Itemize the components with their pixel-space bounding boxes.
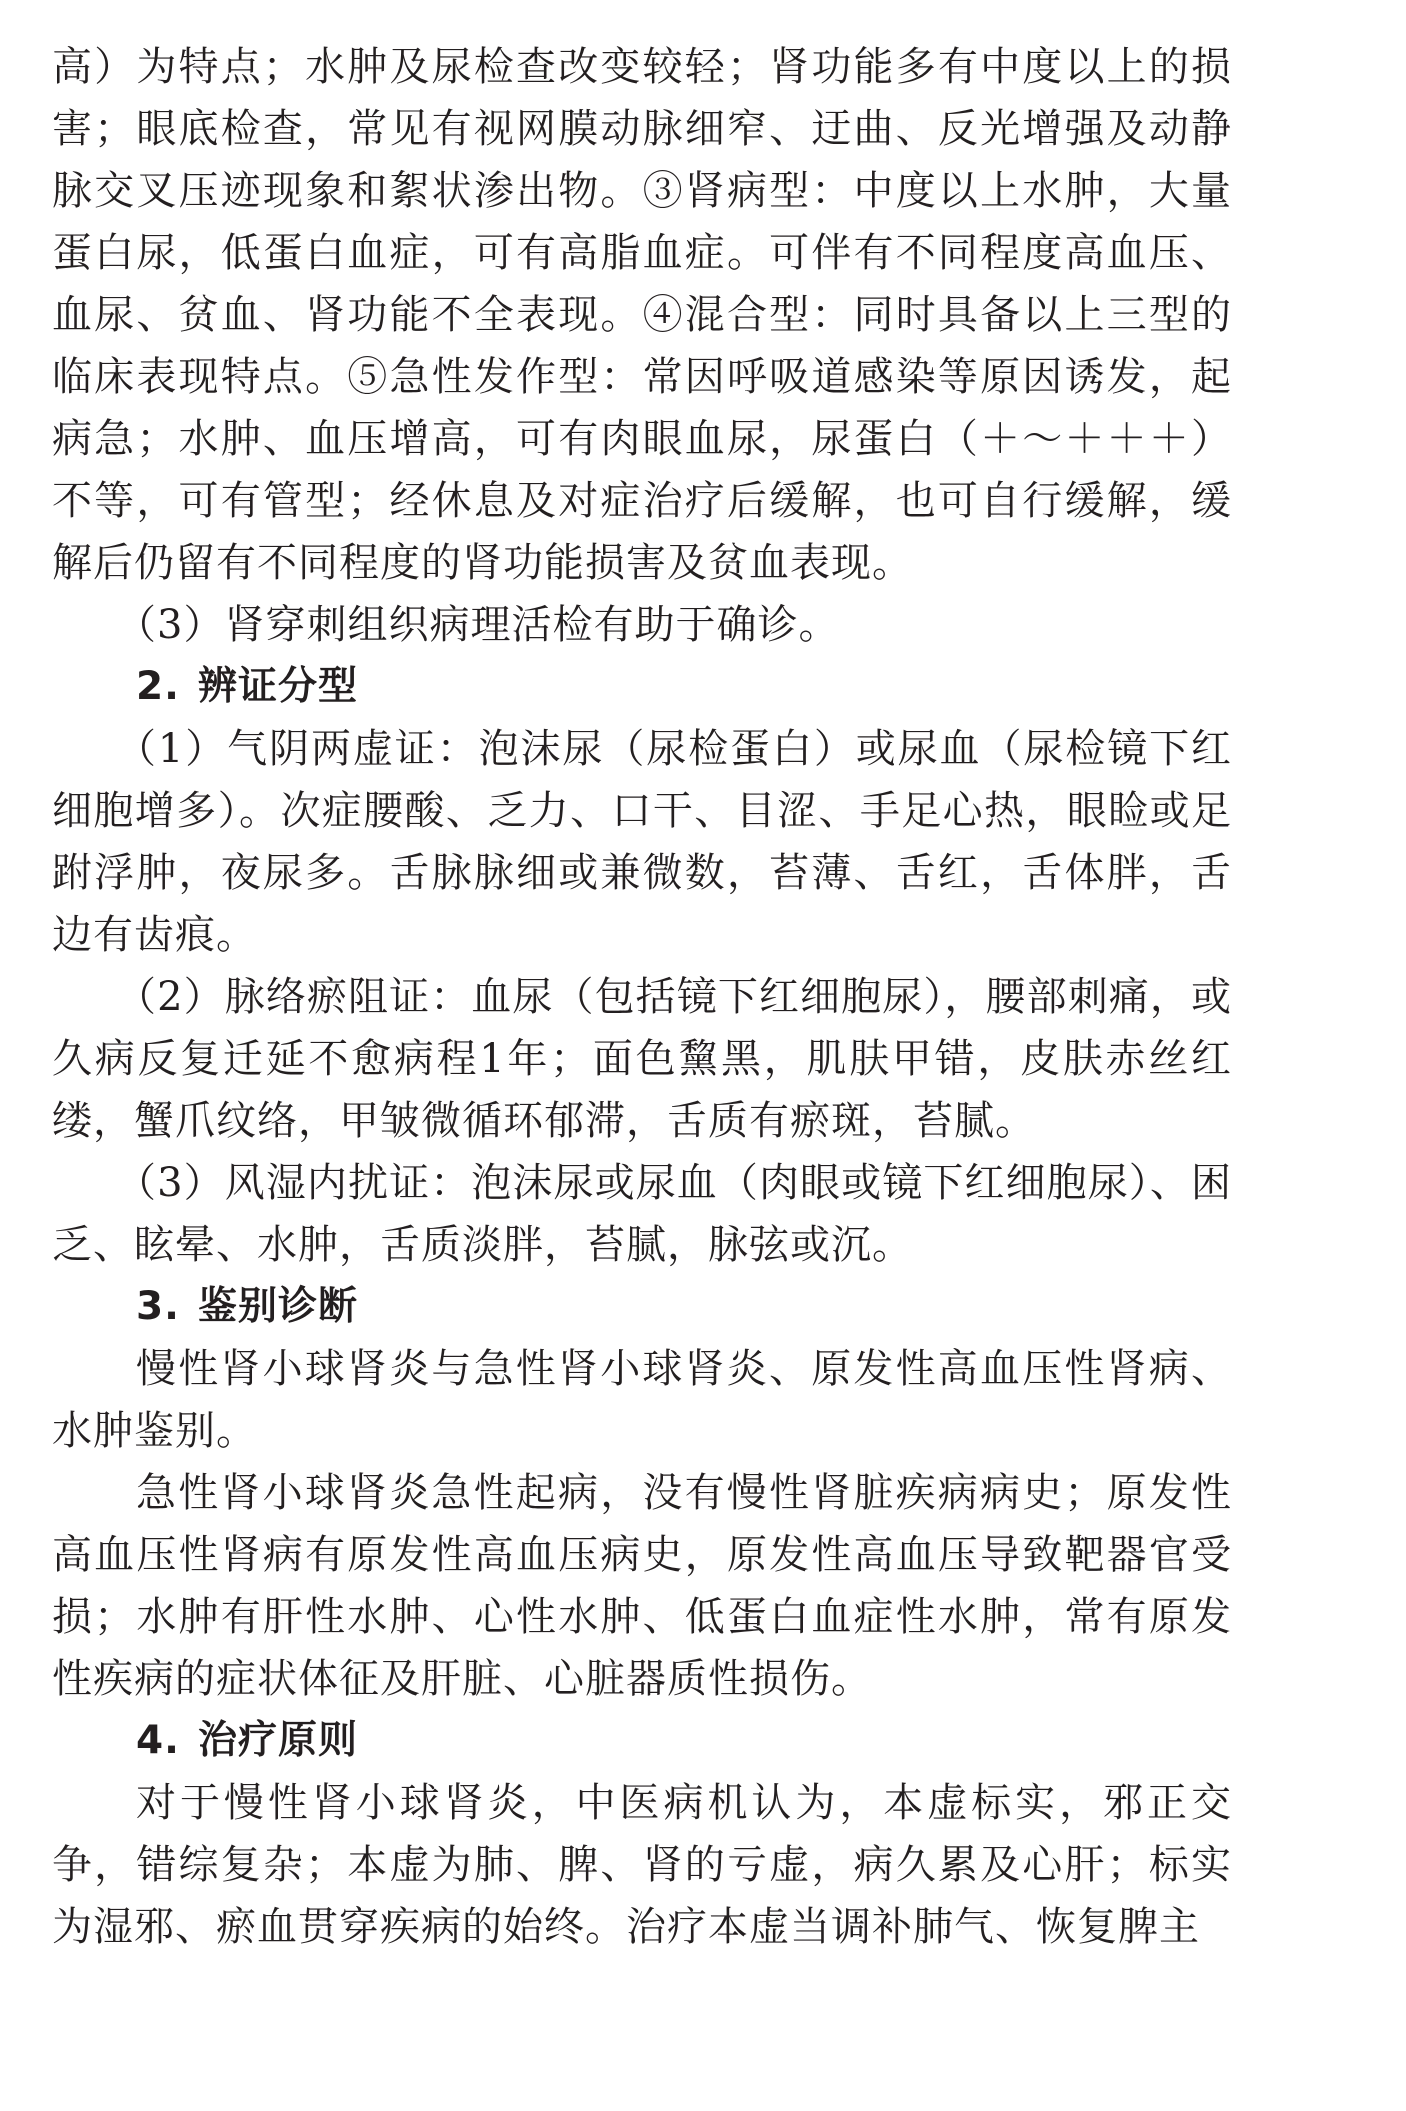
section-title: 治疗原则 [197, 1718, 358, 1763]
paragraph-differential-detail: 急性肾小球肾炎急性起病，没有慢性肾脏疾病病史；原发性高血压性肾病有原发性高血压病史，原发性高血压导致靶器官受损；水肿有肝性水肿、心性水肿、低蛋白血症性水肿，常有原发性疾病的症状体征及肝脏、心脏器质性损伤。 [52, 1470, 1232, 1702]
paragraph-qi-yin-deficiency: （1）气阴两虚证：泡沫尿（尿检蛋白）或尿血（尿检镜下红细胞增多）。次症腰酸、乏力、口干、目涩、手足心热，眼睑或足跗浮肿，夜尿多。舌脉脉细或兼微数，苔薄、舌红，舌体胖，舌边有齿痕。 [52, 726, 1232, 958]
section-heading-treatment-principles [52, 1710, 1232, 1772]
section-number: 3. [136, 1284, 180, 1329]
paragraph-collateral-stasis: （2）脉络瘀阻证：血尿（包括镜下红细胞尿），腰部刺痛，或久病反复迁延不愈病程1年；面色黧黑，肌肤甲错，皮肤赤丝红缕，蟹爪纹络，甲皱微循环郁滞，舌质有瘀斑，苔腻。 [52, 974, 1232, 1144]
paragraph-wind-dampness: （3）风湿内扰证：泡沫尿或尿血（肉眼或镜下红细胞尿）、困乏、眩晕、水肿，舌质淡胖，苔腻，脉弦或沉。 [52, 1160, 1232, 1268]
section-heading-differential-diagnosis [52, 1276, 1232, 1338]
document-page [52, 36, 1232, 1958]
section-title: 辨证分型 [197, 664, 358, 709]
paragraph-treatment: 对于慢性肾小球肾炎，中医病机认为，本虚标实，邪正交争，错综复杂；本虚为肺、脾、肾的亏虚，病久累及心肝；标实为湿邪、瘀血贯穿疾病的始终。治疗本虚当调补肺气、恢复脾主 [52, 1780, 1232, 1950]
section-heading-syndrome-types [52, 656, 1232, 718]
paragraph-differential-intro: 慢性肾小球肾炎与急性肾小球肾炎、原发性高血压性肾病、水肿鉴别。 [52, 1346, 1232, 1454]
paragraph-clinical-types: 高）为特点；水肿及尿检查改变较轻；肾功能多有中度以上的损害；眼底检查，常见有视网膜动脉细窄、迂曲、反光增强及动静脉交叉压迹现象和絮状渗出物。③肾病型：中度以上水肿，大量蛋白尿，低蛋白血症，可有高脂血症。可伴有不同程度高血压、血尿、贫血、肾功能不全表现。④混合型：同时具备以上三型的临床表现特点。⑤急性发作型：常因呼吸道感染等原因诱发，起病急；水肿、血压增高，可有肉眼血尿，尿蛋白（＋～＋＋＋）不等，可有管型；经休息及对症治疗后缓解，也可自行缓解，缓解后仍留有不同程度的肾功能损害及贫血表现。 [52, 44, 1232, 586]
section-number: 2. [136, 664, 180, 709]
section-title: 鉴别诊断 [197, 1284, 358, 1329]
section-number: 4. [136, 1718, 180, 1763]
paragraph-renal-biopsy: （3）肾穿刺组织病理活检有助于确诊。 [116, 602, 840, 648]
